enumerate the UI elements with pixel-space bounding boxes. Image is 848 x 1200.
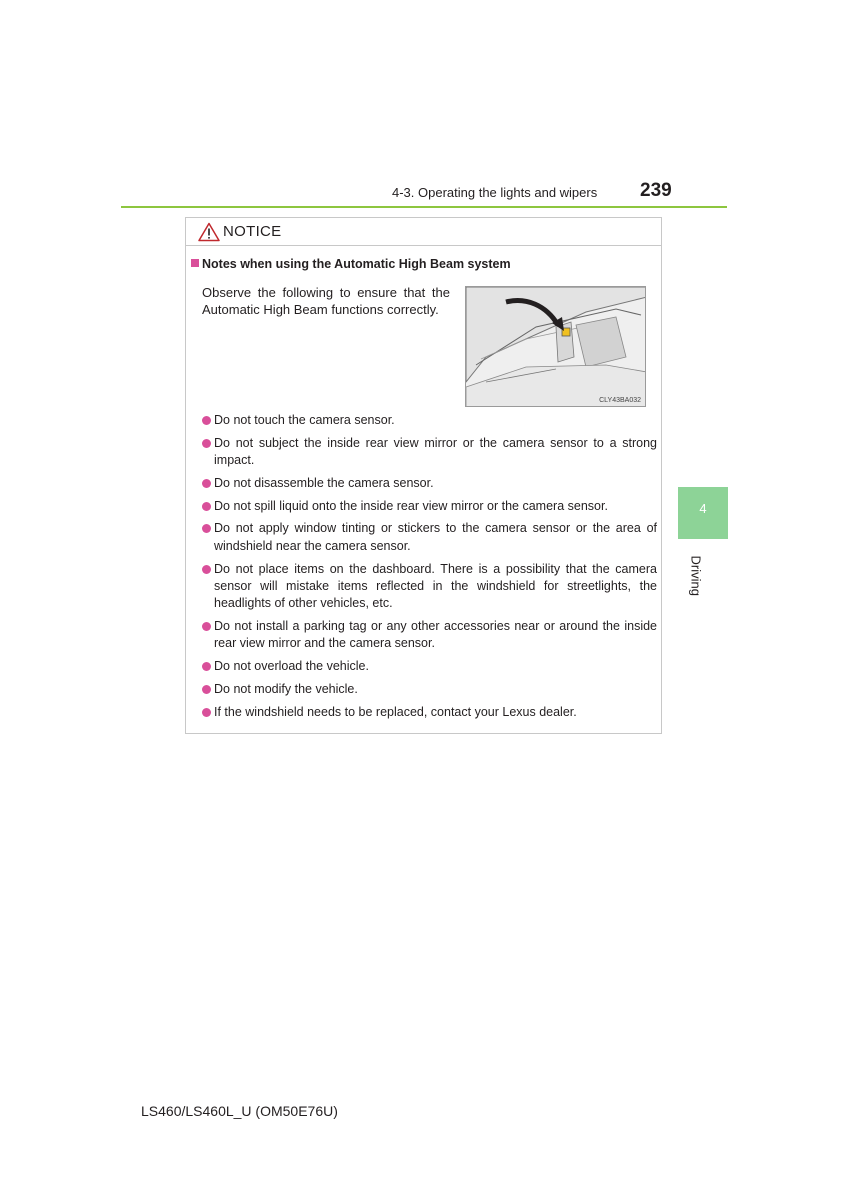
figure-code: CLY43BA032 [599,397,641,404]
notice-header [186,218,661,246]
list-item-text: Do not modify the vehicle. [214,681,358,696]
chapter-number: 4 [699,501,707,516]
list-item [202,618,657,653]
notice-box [185,217,662,734]
list-item-text: Do not place items on the dashboard. There is a possibility that the camera sensor will mistake items reflected in the windshield for streetlights, the headlights of other vehicles, etc. [214,561,657,611]
warning-triangle-icon [198,222,220,242]
page-number: 239 [640,180,672,201]
list-item [202,704,657,721]
header-rule [121,206,727,208]
intro-paragraph [202,284,450,318]
list-item-text: Do not subject the inside rear view mirror or the camera sensor to a strong impact. [214,435,657,468]
bullet-dot-icon [202,479,211,488]
list-item-text: Do not touch the camera sensor. [214,413,395,427]
camera-sensor-illustration [465,286,646,407]
subheading-text: Notes when using the Automatic High Beam system [202,257,511,271]
list-item [202,412,657,429]
notice-bullet-list [202,412,657,726]
list-item [202,435,657,470]
intro-line-2: Automatic High Beam functions correctly. [202,302,439,317]
list-item-text: Do not install a parking tag or any other accessories near or around the inside rear view mirror and the camera sensor. [214,618,657,651]
list-item [202,498,657,515]
intro-line-1: Observe the following to ensure that the [202,285,450,300]
footer-model-code: LS460/LS460L_U (OM50E76U) [141,1103,338,1119]
bullet-dot-icon [202,565,211,574]
bullet-dot-icon [202,524,211,533]
notice-subheading [191,257,511,271]
list-item [202,520,657,555]
list-item-text: If the windshield needs to be replaced, contact your Lexus dealer. [214,704,577,719]
bullet-dot-icon [202,685,211,694]
bullet-dot-icon [202,439,211,448]
chapter-tab[interactable] [678,487,728,539]
list-item [202,658,657,675]
bullet-dot-icon [202,416,211,425]
bullet-dot-icon [202,502,211,511]
list-item [202,561,657,613]
list-item [202,475,657,492]
list-item-text: Do not spill liquid onto the inside rear view mirror or the camera sensor. [214,498,608,513]
list-item-text: Do not disassemble the camera sensor. [214,475,434,490]
square-bullet-icon [191,259,199,267]
chapter-label: Driving [688,555,704,596]
list-item [202,681,657,698]
bullet-dot-icon [202,708,211,717]
list-item-text: Do not apply window tinting or stickers to the camera sensor or the area of windshield near the camera sensor. [214,521,657,553]
list-item-text: Do not overload the vehicle. [214,659,369,674]
bullet-dot-icon [202,622,211,631]
notice-title: NOTICE [223,223,282,240]
bullet-dot-icon [202,662,211,671]
section-title: 4-3. Operating the lights and wipers [392,185,598,200]
